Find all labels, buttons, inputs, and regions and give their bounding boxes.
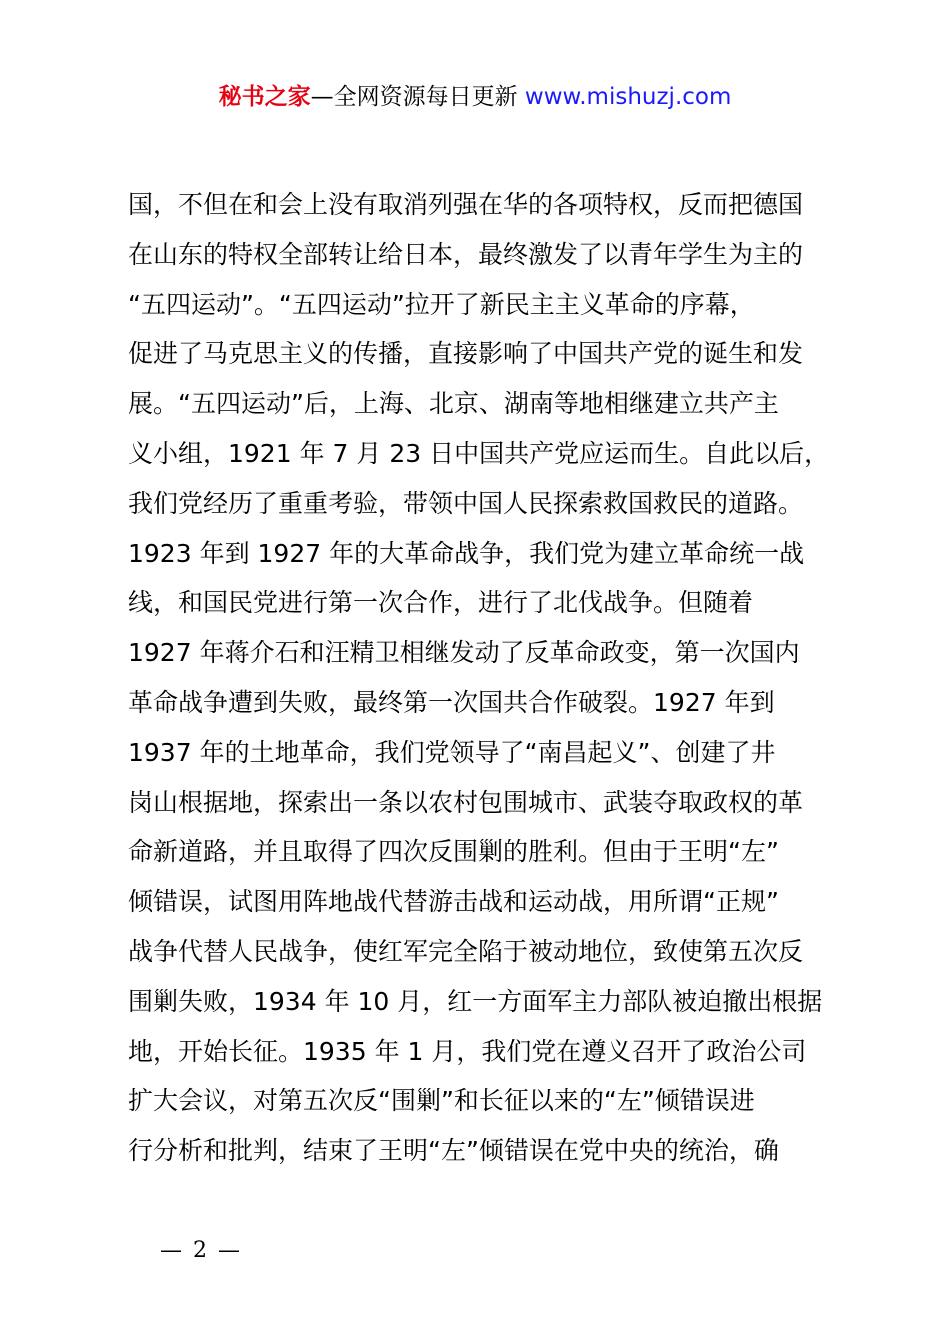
document-body xyxy=(128,180,840,1176)
text-line: 我们党经历了重重考验，带领中国人民探索救国救民的道路。 xyxy=(128,488,804,518)
text-line: 1927 年蒋介石和汪精卫相继发动了反革命政变，第一次国内 xyxy=(128,638,800,668)
site-url-link[interactable]: www.mishuzj.com xyxy=(524,84,732,110)
text-line: 促进了马克思主义的传播，直接影响了中国共产党的诞生和发 xyxy=(128,339,804,369)
page-number: — 2 — xyxy=(160,1238,242,1263)
text-line: 展。“五四运动”后，上海、北京、湖南等地相继建立共产主 xyxy=(128,389,779,419)
text-line: 围剿失败，1934 年 10 月，红一方面军主力部队被迫撤出根据 xyxy=(128,986,823,1016)
text-line: 命新道路，并且取得了四次反围剿的胜利。但由于王明“左” xyxy=(128,837,779,867)
site-brand: 秘书之家 xyxy=(218,84,311,110)
text-line: 行分析和批判，结束了王明“左”倾错误在党中央的统治，确 xyxy=(128,1136,779,1166)
text-line: 1937 年的土地革命，我们党领导了“南昌起义”、创建了井 xyxy=(128,737,776,767)
text-line: 线，和国民党进行第一次合作，进行了北伐战争。但随着 xyxy=(128,588,754,618)
text-line: “五四运动”。“五四运动”拉开了新民主主义革命的序幕， xyxy=(128,289,755,319)
text-line: 义小组，1921 年 7 月 23 日中国共产党应运而生。自此以后， xyxy=(128,438,830,468)
text-line: 扩大会议，对第五次反“围剿”和长征以来的“左”倾错误进 xyxy=(128,1086,755,1116)
text-line: 1923 年到 1927 年的大革命战争，我们党为建立革命统一战 xyxy=(128,538,805,568)
text-line: 革命战争遭到失败，最终第一次国共合作破裂。1927 年到 xyxy=(128,687,775,717)
site-header xyxy=(0,80,950,114)
text-line: 在山东的特权全部转让给日本，最终激发了以青年学生为主的 xyxy=(128,239,804,269)
site-tagline: —全网资源每日更新 xyxy=(310,84,525,110)
text-line: 倾错误，试图用阵地战代替游击战和运动战，用所谓“正规” xyxy=(128,887,779,917)
text-line: 地，开始长征。1935 年 1 月，我们党在遵义召开了政治公司 xyxy=(128,1036,807,1066)
text-line: 岗山根据地，探索出一条以农村包围城市、武装夺取政权的革 xyxy=(128,787,804,817)
text-line: 国，不但在和会上没有取消列强在华的各项特权，反而把德国 xyxy=(128,190,804,219)
text-line: 战争代替人民战争，使红军完全陷于被动地位，致使第五次反 xyxy=(128,936,804,966)
